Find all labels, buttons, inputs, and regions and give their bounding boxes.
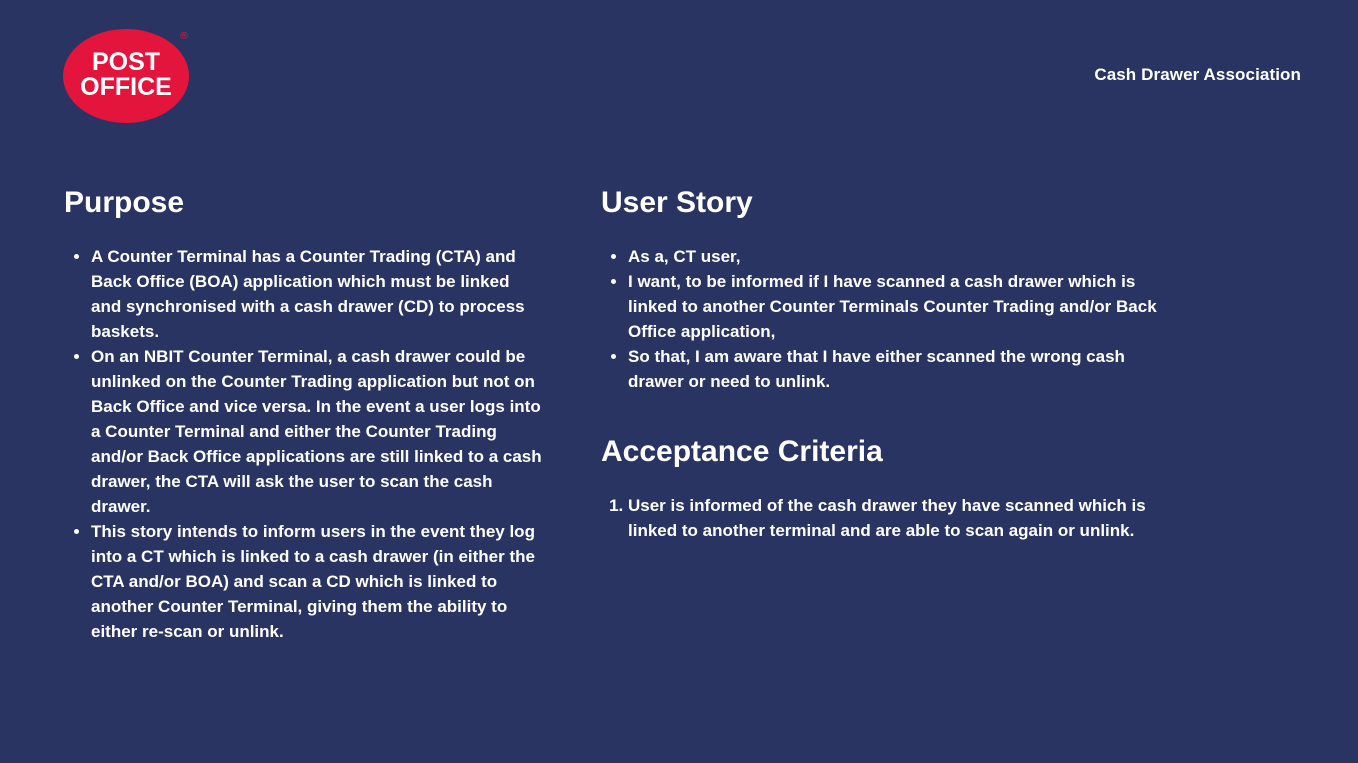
- user-story-section: [601, 184, 1176, 394]
- acceptance-criteria-section: [601, 433, 1176, 543]
- purpose-item: • A Counter Terminal has a Counter Trading (CTA) and Back Office (BOA) application which must be linked and synchronised with a cash drawer (CD) to process baskets.: [91, 244, 544, 344]
- acceptance-criteria-heading: Acceptance Criteria: [601, 435, 883, 468]
- user-story-list: [601, 244, 1176, 394]
- user-story-item: • So that, I am aware that I have either scanned the wrong cash drawer or need to unlink.: [628, 344, 1176, 394]
- right-column: [601, 184, 1176, 543]
- user-story-heading: User Story: [601, 186, 753, 219]
- purpose-item: • On an NBIT Counter Terminal, a cash drawer could be unlinked on the Counter Trading application but not on Back Office and vice versa. In the event a user logs into a Counter Terminal and either the Counter Trading and/or Back Office applications are still linked to a cash drawer, the CTA will ask the user to scan the cash drawer.: [91, 344, 544, 519]
- purpose-list: [64, 244, 544, 644]
- user-story-item: • I want, to be informed if I have scanned a cash drawer which is linked to another Counter Terminals Counter Trading and/or Back Office application,: [628, 269, 1176, 344]
- acceptance-criteria-list: [601, 493, 1176, 543]
- post-office-logo: [63, 28, 191, 124]
- acceptance-criteria-item: 1. User is informed of the cash drawer they have scanned which is linked to another terminal and are able to scan again or unlink.: [628, 493, 1176, 543]
- post-office-logo-mark: [63, 28, 191, 124]
- purpose-heading: Purpose: [64, 186, 185, 219]
- logo-text-post: POST: [91, 48, 161, 76]
- user-story-item: • As a, CT user,: [628, 244, 1176, 269]
- logo-text-office: OFFICE: [80, 73, 172, 101]
- page-header-title: Cash Drawer Association: [1094, 65, 1301, 84]
- registered-mark: ®: [179, 31, 189, 42]
- purpose-item: • This story intends to inform users in the event they log into a CT which is linked to a cash drawer (in either the CTA and/or BOA) and scan a CD which is linked to another Counter Terminal, giving them the ability to either re-scan or unlink.: [91, 519, 544, 644]
- purpose-section: [64, 184, 544, 644]
